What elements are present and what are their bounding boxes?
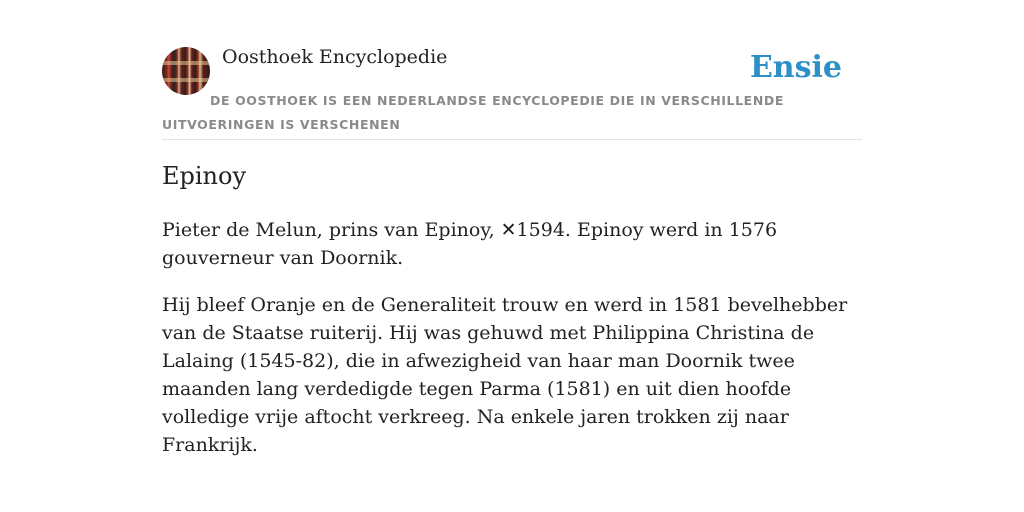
site-tagline: DE OOSTHOEK IS EEN NEDERLANDSE ENCYCLOPEDIE DIE IN VERSCHILLENDE UITVOERINGEN IS VERSCHENEN xyxy=(162,93,784,132)
article-title: Epinoy xyxy=(162,162,247,190)
encyclopedia-books-logo[interactable] xyxy=(162,47,210,95)
article-paragraph: Hij bleef Oranje en de Generaliteit trouw en werd in 1581 bevelhebber van de Staatse ruiterij. Hij was gehuwd met Philippina Christina de Lalaing (1545-82), die in afwezigheid van haar man Doornik twee maanden lang verdedigde tegen Parma (1581) en uit dien hoofde volledige vrije aftocht verkreeg. Na enkele jaren trokken zij naar Frankrijk. xyxy=(162,294,848,456)
header-divider xyxy=(162,139,862,140)
article-paragraph: Pieter de Melun, prins van Epinoy, ✕1594. Epinoy werd in 1576 gouverneur van Doornik. xyxy=(162,219,778,269)
site-name[interactable]: Oosthoek Encyclopedie xyxy=(222,46,448,68)
article-content xyxy=(162,216,862,478)
brand-logo-text[interactable]: Ensie xyxy=(749,50,842,85)
